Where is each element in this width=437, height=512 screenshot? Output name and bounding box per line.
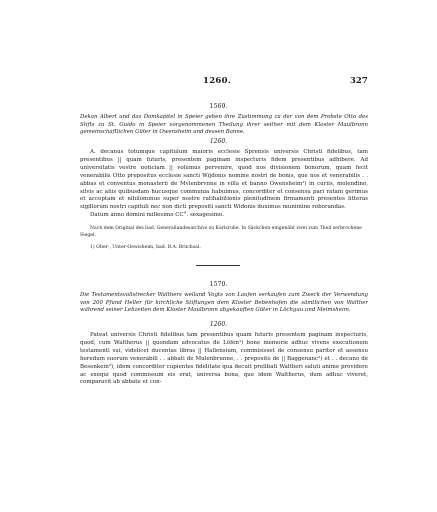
document-number: 1569. bbox=[209, 103, 228, 110]
document-rubric: Die Testamentsvollstrecker Walthers weiland Vogts von Laufen verkaufen zum Zweck der Verwendung von 200 Pfund Heller für kirchliche Stiftungen dem Kloster Bebenhofen die sämtlichen von Walther während seiner Lebzeiten dem Kloster Maulbronn abgekauften Güter in Löchgau und Meimsheim. bbox=[80, 292, 368, 314]
charter-paragraph: A. decanus totumque capitulum maioris ecclesie Sprensis universis Christi fidelibus, tam presentibus || quam futuris, presentem paginam inspecturis fidem presentibus adhibere. Ad universitatis vestre noticiam || volumus pervenire, quod nos divisionem bonorum, quam fecit venerabilis Otto prepositus ecclesie sancti Wijdonis nomine nostri de bonis, que nos et venerabilis . . abbas et conventus monasterii de Mvlenbrvnne in villa et banno Owensheim¹) in curiis, molendino, silvis ac aliis quibusdam hucusque communia habuimus, concorditer et consensu pari ratam gerimus et acceptam et nihilominus super nostre ratihabitionis plenitudinem firmamenti presentes litteras sigillorum nostri capituli nec non dicti prepositi sancti Widonis duximus muniminе roborandas. bbox=[80, 149, 368, 211]
source-note: Nach dem Original des bad. Generallandesarchivs zu Karlsruhe. In Säckchen eingenäht zwei zum Theil zerbrochene Siegel. bbox=[80, 226, 362, 238]
document-date: 1260. bbox=[209, 138, 228, 145]
section-divider bbox=[196, 265, 240, 266]
document-rubric: Dekan Albert und das Domkapitel in Speier geben ihre Zustimmung zu der von dem Probste Otto des Stifts zu St. Guido in Speier vorgenommenen Theilung ihrer seither mit dem Kloster Maulbronn gemeinschaftlichen Güter in Owensheim und dessen Banne. bbox=[80, 114, 368, 136]
document-text bbox=[80, 332, 368, 387]
page-number: 327 bbox=[350, 76, 368, 86]
document-date: 1260. bbox=[209, 321, 228, 328]
footnote: 1) Ober-, Unter-Oewisheim, bad. B.A. Bruchsal. bbox=[90, 245, 201, 250]
document-number: 1570. bbox=[209, 281, 228, 288]
charter-dating: Datum anno domini millesimo CC°. sexagesimo. bbox=[90, 212, 224, 219]
charter-paragraph: Pateat universis Christi fidelibus tam presentibus quam futuris presentem paginam inspecturis, quod, cum Waltherus || quondam advocatus de Löfen¹) bone memorie adhuc vivens executionem testamenti sui, videlicet ducentas libras || Hallensium, commisisset de consensu pariter et assensu heredum suorum venerabili . . abbati de Mulenbrunne, . . preposito de || Baggenanc²) et . . decano de Besenkein³), idem concorditer cupientes fidelitate qua decuit prelibati Waltheri saluti anime providere ac exequi quod commissum eis erat, universa bona, que idem Waltherus, dum adhuc viveret, comparavit ab abbate et con- bbox=[80, 332, 368, 386]
document-text bbox=[80, 149, 368, 220]
running-header-year: 1260. bbox=[203, 76, 232, 86]
